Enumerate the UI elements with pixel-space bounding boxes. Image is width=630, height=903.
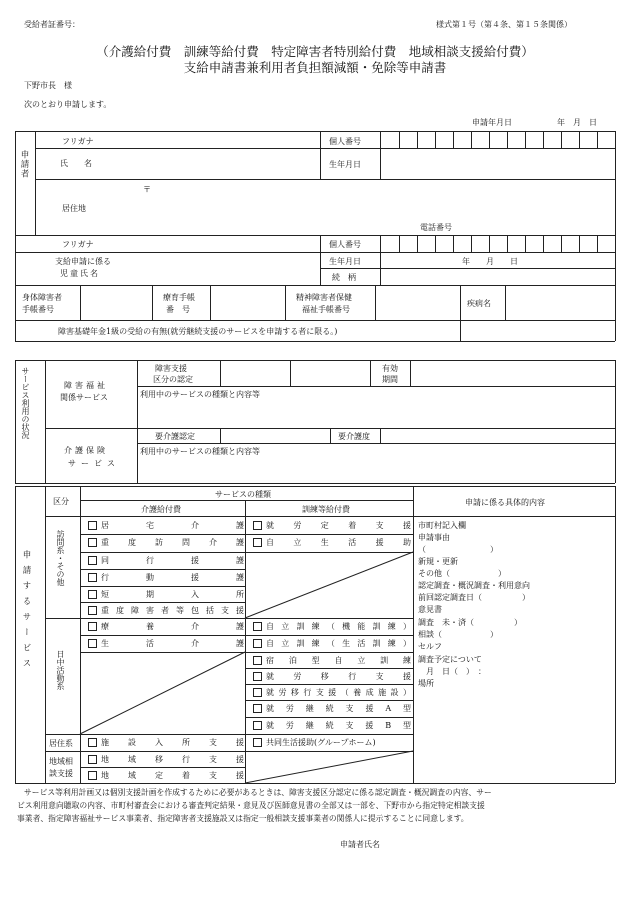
service-option[interactable] (88, 537, 244, 548)
service-option[interactable] (88, 589, 244, 600)
care-benefit-header: 介護給付費 (141, 505, 181, 514)
care-insurance-label-1: 介護保険 (64, 446, 108, 455)
service-option-label: 就労継続支援A型 (266, 704, 411, 713)
checkbox[interactable] (88, 606, 97, 615)
service-option-label: 就労継続支援B型 (266, 721, 411, 730)
applicant-personal-number-label: 個人番号 (329, 137, 361, 146)
service-option-label: 自立生活援助 (266, 538, 411, 547)
detail-month-day: 月 日（ ） ： (418, 667, 486, 676)
service-option-label: 短期入所 (101, 590, 244, 599)
community-training-empty-diagonal (245, 751, 413, 783)
consent-text-2: ビス利用意向聴取の内容、市町村審査会における審査判定結果・意見及び医師意見書の全部又は一部を、下野市から指定特定相談支援 (17, 801, 485, 810)
service-option-label: 重度訪問介護 (101, 538, 244, 547)
service-status-section-label: サービス利用の状況 (21, 367, 30, 439)
consent-text-1: サービス等利用計画又は個別支援計画を作成するために必要があるときは、障害支援区分認定に係る認定調査・概況調査の内容、サー (24, 788, 492, 797)
service-option-label: 同行援護 (101, 556, 244, 565)
day-care-empty-diagonal (80, 652, 245, 734)
service-option[interactable] (88, 605, 244, 616)
checkbox[interactable] (253, 656, 262, 665)
training-benefit-header: 訓練等給付費 (302, 505, 350, 514)
service-option[interactable] (88, 555, 244, 566)
physical-handbook-label-1: 身体障害者 (22, 293, 62, 302)
applicant-name-label: 氏 名 (60, 159, 92, 168)
applicant-section-label: 申請者 (19, 150, 29, 179)
addressee: 下野市長 様 (24, 81, 72, 90)
checkbox[interactable] (88, 738, 97, 747)
category-community-1: 地域相 (49, 757, 73, 766)
category-community-2: 談支援 (49, 769, 73, 778)
checkbox[interactable] (253, 738, 262, 747)
service-option[interactable] (253, 703, 411, 714)
phone-label: 電話番号 (420, 223, 452, 232)
service-option[interactable] (253, 671, 411, 682)
detail-survey-done: 調査 未・済（ ） (418, 618, 522, 627)
service-option[interactable] (253, 720, 411, 731)
detail-prev-date: 前回認定調査日（ ） (418, 593, 530, 602)
service-option[interactable] (253, 520, 411, 531)
checkbox[interactable] (253, 521, 262, 530)
service-option-label: 自立訓練（機能訓練） (266, 622, 411, 631)
service-option-label: 重度障害者等包括支援 (101, 606, 244, 615)
applicant-address-label: 居住地 (62, 204, 86, 213)
checkbox[interactable] (253, 622, 262, 631)
detail-place: 場所 (418, 679, 434, 688)
service-option-label: 就労移行支援 (266, 672, 411, 681)
service-option[interactable] (88, 621, 244, 632)
category-header: 区分 (53, 497, 69, 506)
checkbox[interactable] (88, 521, 97, 530)
pension-note: 障害基礎年金1級の受給の有無(就労継続支援のサービスを申請する者に限る。) (58, 327, 338, 336)
service-option[interactable] (88, 754, 244, 765)
visit-training-empty-diagonal (245, 552, 413, 618)
welfare-services-label-2: 関係サービス (60, 393, 108, 402)
support-class-label-1: 障害支援 (155, 364, 187, 373)
service-option[interactable] (253, 687, 411, 698)
detail-planned: 調査予定について (418, 655, 482, 664)
care-certification-label: 要介護認定 (155, 432, 195, 441)
service-option-label: 施設入所支援 (101, 738, 244, 747)
physical-handbook-label-2: 手帳番号 (22, 305, 54, 314)
service-option-label: 地域移行支援 (101, 755, 244, 764)
applicant-furigana-label: フリガナ (62, 137, 94, 146)
intro-text: 次のとおり申請します。 (24, 100, 112, 109)
service-option[interactable] (88, 770, 244, 781)
service-option-label: 共同生活援助(グループホーム) (266, 738, 376, 747)
service-option-label: 地域定着支援 (101, 771, 244, 780)
service-option[interactable] (88, 572, 244, 583)
applicant-birth-date-label: 生年月日 (329, 160, 361, 169)
service-option[interactable] (253, 737, 411, 748)
detail-reason: 申請事由 (418, 533, 450, 542)
care-insurance-label-2: サービス (68, 459, 120, 468)
mental-handbook-label-1: 精神障害者保健 (296, 293, 352, 302)
checkbox[interactable] (88, 590, 97, 599)
service-option-label: 居宅介護 (101, 521, 244, 530)
checkbox[interactable] (88, 771, 97, 780)
rehab-handbook-label-2: 番 号 (166, 305, 190, 314)
checkbox[interactable] (88, 556, 97, 565)
child-furigana-label: フリガナ (62, 240, 94, 249)
checkbox[interactable] (253, 672, 262, 681)
checkbox[interactable] (88, 538, 97, 547)
service-option-label: 就労定着支援 (266, 521, 411, 530)
child-birth-date-label: 生年月日 (329, 257, 361, 266)
detail-other: その他（ ） (418, 569, 506, 578)
checkbox[interactable] (253, 688, 262, 697)
valid-period-label-1: 有効 (382, 364, 398, 373)
service-option[interactable] (253, 537, 411, 548)
child-birth-units: 年 月 日 (462, 257, 518, 266)
in-use-services-label-2: 利用中のサービスの種類と内容等 (140, 447, 260, 456)
checkbox[interactable] (88, 622, 97, 631)
service-option[interactable] (88, 520, 244, 531)
child-personal-number-label: 個人番号 (329, 240, 361, 249)
signature-label: 申請者氏名 (340, 840, 380, 849)
application-date-units: 年 月 日 (557, 118, 597, 127)
detail-paren: （ ） (418, 545, 498, 554)
service-option-label: 就労移行支援（養成施設） (266, 688, 411, 697)
detail-municipal: 市町村記入欄 (418, 521, 466, 530)
detail-self: セルフ (418, 642, 442, 651)
recipient-number-label: 受給者証番号： (24, 20, 80, 29)
disease-name-label: 疾病名 (467, 299, 491, 308)
rehab-handbook-label-1: 療育手帳 (163, 293, 195, 302)
valid-period-label-2: 期間 (382, 375, 398, 384)
details-header: 申請に係る具体的内容 (465, 498, 545, 507)
service-option[interactable] (253, 655, 411, 666)
form-number: 様式第１号（第４条、第１５条関係） (436, 20, 572, 29)
detail-survey: 認定調査・概況調査・利用意向 (418, 581, 530, 590)
checkbox[interactable] (253, 639, 262, 648)
consent-text-3: 事業者、指定障害福祉サービス事業者、指定障害者支援施設又は指定一般相談支援事業者の関係人に提示することに同意します。 (17, 814, 469, 823)
category-visit: 訪問系・その他 (56, 530, 65, 586)
application-date-label: 申請年月日 (472, 118, 512, 127)
child-name-label-2: 児童氏名 (60, 269, 100, 278)
mental-handbook-label-2: 福祉手帳番号 (302, 305, 350, 314)
service-option-label: 療養介護 (101, 622, 244, 631)
welfare-services-label-1: 障害福祉 (64, 381, 108, 390)
service-option-label: 行動援護 (101, 573, 244, 582)
checkbox[interactable] (88, 755, 97, 764)
relationship-label: 続 柄 (332, 273, 356, 282)
page-title: 支給申請書兼利用者負担額減額・免除等申請書 (183, 60, 447, 75)
checkbox[interactable] (88, 639, 97, 648)
page-title-benefits: （介護給付費 訓練等給付費 特定障害者特別給付費 地域相談支援給付費） (96, 44, 534, 59)
service-option-label: 生活介護 (101, 639, 244, 648)
detail-new-renew: 新規・更新 (418, 557, 458, 566)
child-name-label-1: 支給申請に係る (55, 257, 111, 266)
service-option[interactable] (253, 621, 411, 632)
detail-consult: 相談（ ） (418, 630, 498, 639)
checkbox[interactable] (253, 538, 262, 547)
service-option[interactable] (88, 638, 244, 649)
service-option[interactable] (88, 737, 244, 748)
category-day: 日中活動系 (56, 650, 65, 690)
in-use-services-label: 利用中のサービスの種類と内容等 (140, 390, 260, 399)
checkbox[interactable] (253, 721, 262, 730)
postal-mark: 〒 (143, 185, 151, 194)
checkbox[interactable] (253, 704, 262, 713)
support-class-label-2: 区分の認定 (153, 375, 193, 384)
service-option-label: 自立訓練（生活訓練） (266, 639, 411, 648)
care-level-label: 要介護度 (338, 432, 370, 441)
detail-opinion: 意見書 (418, 605, 442, 614)
checkbox[interactable] (88, 573, 97, 582)
service-option[interactable] (253, 638, 411, 649)
service-option-label: 宿泊型自立訓練 (266, 656, 411, 665)
service-types-header: サービスの種類 (215, 490, 271, 499)
requested-section-label: 申請するサービス (21, 550, 31, 674)
category-residence: 居住系 (49, 739, 73, 748)
